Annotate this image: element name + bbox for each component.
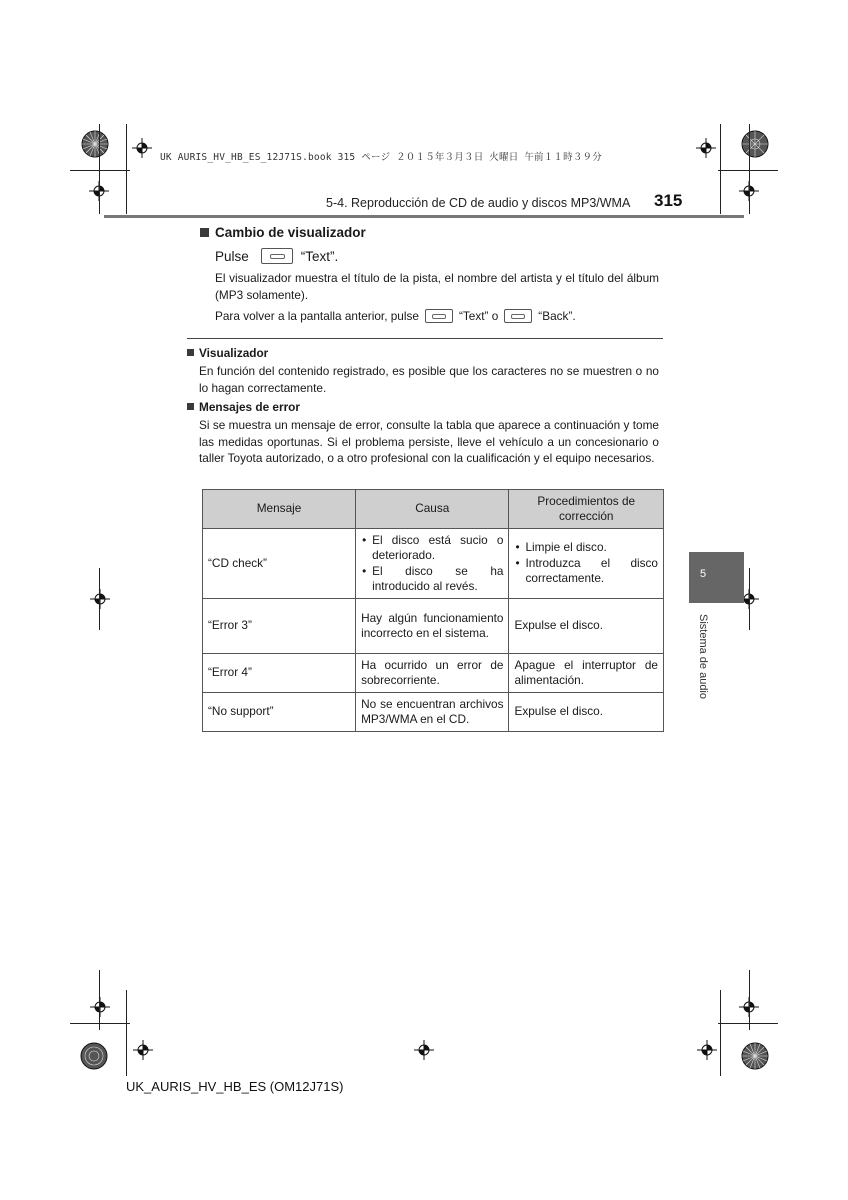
crop-line [70,170,130,171]
print-target-icon [740,129,770,159]
header-message: Mensaje [203,490,356,529]
back-instruction [215,309,576,323]
back-prefix: Para volver a la pantalla anterior, pulse [215,309,419,323]
print-info: UK AURIS_HV_HB_ES_12J71S.book 315 ページ ２０１５年３月３日 火曜日 午前１１時３９分 [160,152,602,163]
crop-line [718,170,778,171]
text-button-icon [261,248,293,264]
chapter-label: Sistema de audio [697,614,709,699]
error-messages-title [187,400,300,414]
back-button-icon [504,309,532,323]
cell-message: “Error 4” [203,654,356,693]
crop-line [126,990,127,1076]
error-table [202,489,664,732]
bullet-square-icon [187,403,194,410]
cell-cause [356,529,509,599]
cell-procedure: Expulse el disco. [509,693,664,732]
crop-line [720,990,721,1076]
pulse-suffix: “Text”. [300,249,339,264]
cell-cause: Hay algún funcionamiento incorrecto en el sistema. [356,599,509,654]
crop-line [749,568,750,630]
crop-line [126,124,127,214]
registration-mark-icon [90,997,110,1017]
cell-procedure: Apague el interruptor de alimentación. [509,654,664,693]
cell-procedure: Expulse el disco. [509,599,664,654]
back-suffix: “Back”. [538,309,576,323]
crop-line [99,568,100,630]
crop-line [99,970,100,1030]
list-item: • Introduzca el disco correctamente. [514,556,658,587]
header-cause: Causa [356,490,509,529]
print-target-icon [740,1041,770,1071]
bullet-square-icon [187,349,194,356]
registration-mark-icon [132,138,152,158]
display-change-title-text: Cambio de visualizador [215,225,366,240]
error-messages-title-text: Mensajes de error [199,400,300,414]
registration-mark-icon [696,138,716,158]
cell-message: “Error 3” [203,599,356,654]
cause-list [361,533,503,595]
chapter-tab [689,552,744,603]
crop-line [70,1023,130,1024]
footer-code: UK_AURIS_HV_HB_ES (OM12J71S) [126,1079,344,1094]
pulse-instruction [215,248,338,264]
crop-line [749,970,750,1030]
table-row [203,529,664,599]
table-header-row [203,490,664,529]
section-divider [187,338,663,339]
header-rule [104,215,744,218]
visualizador-title-text: Visualizador [199,346,269,360]
table-row [203,599,664,654]
pulse-prefix: Pulse [215,249,249,264]
display-change-description: El visualizador muestra el título de la pista, el nombre del artista y el título del álbum (MP3 solamente). [215,271,659,302]
print-target-icon [79,1041,109,1071]
registration-mark-icon [90,589,110,609]
visualizador-text: En función del contenido registrado, es posible que los caracteres no se muestren o no lo hagan correctamente. [199,364,659,395]
section-header: 5-4. Reproducción de CD de audio y discos MP3/WMA [326,196,631,210]
cell-procedure [509,529,664,599]
page-number: 315 [654,191,683,210]
display-change-title [200,225,366,240]
registration-mark-icon [414,1040,434,1060]
table-row [203,693,664,732]
header-procedure: Procedimientos de corrección [509,490,664,529]
cell-message: “CD check” [203,529,356,599]
cell-cause: No se encuentran archivos MP3/WMA en el CD. [356,693,509,732]
list-item: • Limpie el disco. [514,540,658,556]
procedure-list [514,540,658,587]
registration-mark-icon [697,1040,717,1060]
print-target-icon [80,129,110,159]
list-item: • El disco está sucio o deteriorado. [361,533,503,564]
chapter-number: 5 [700,568,707,580]
crop-line [720,124,721,214]
cell-cause: Ha ocurrido un error de sobrecorriente. [356,654,509,693]
bullet-square-icon [200,228,209,237]
crop-line [99,124,100,214]
registration-mark-icon [133,1040,153,1060]
crop-line [749,124,750,214]
error-messages-text: Si se muestra un mensaje de error, consulte la tabla que aparece a continuación y tome las medidas oportunas. Si el problema persiste, lleve el vehículo a un concesionario o taller Toyota autorizado, o a otro profesional con la cualificación y el equipo necesarios. [199,418,659,465]
text-button-icon [425,309,453,323]
visualizador-title [187,346,268,360]
cell-message: “No support” [203,693,356,732]
back-middle: “Text” o [458,309,499,323]
crop-line [718,1023,778,1024]
list-item: • El disco se ha introducido al revés. [361,564,503,595]
table-row [203,654,664,693]
